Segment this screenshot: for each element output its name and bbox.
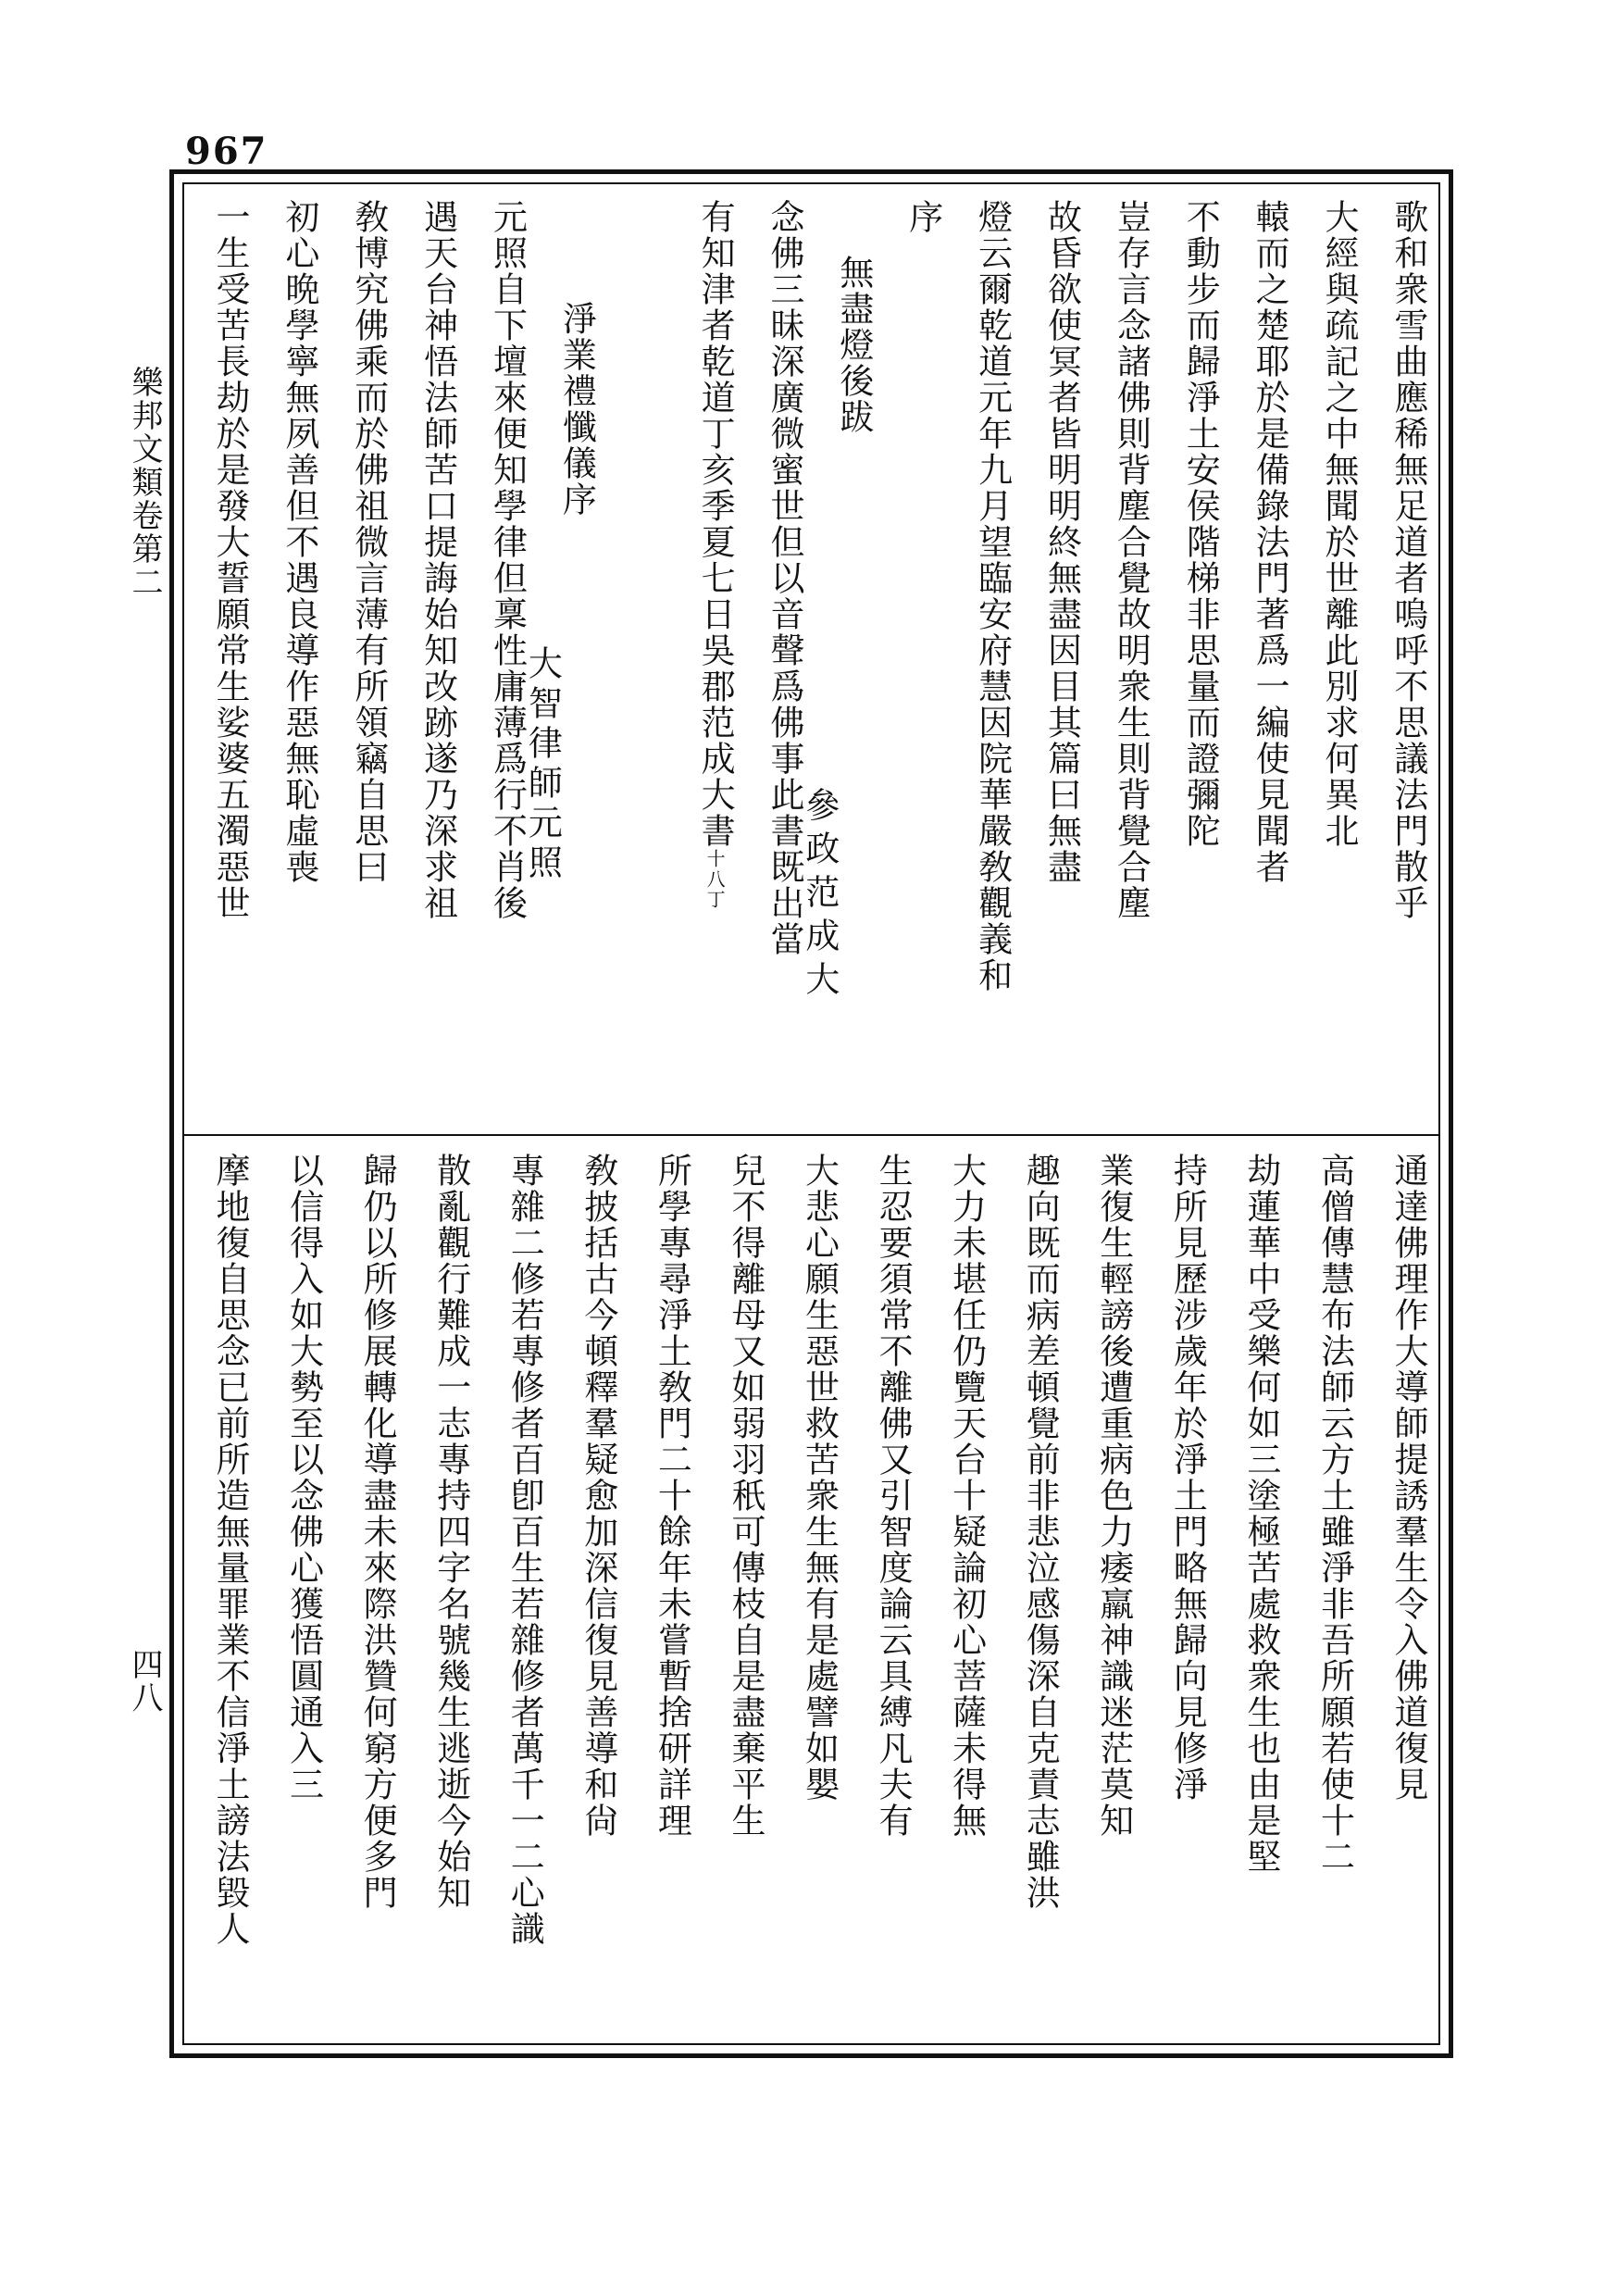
text-column: 大經與疏記之中無聞於世離此別求何異北: [1319, 199, 1359, 849]
text-column: 轅而之楚耶於是備錄法門著爲一編使見聞者: [1250, 199, 1290, 885]
preface-text: 元照自下壇來便知學律但稟性庸薄爲行不肖後: [487, 199, 528, 921]
preface-text: 遇天台神悟法師苦口提誨始知改跡遂乃深求祖: [417, 199, 458, 921]
preface-text: 一生受苦長劫於是發大誓願常生娑婆五濁惡世: [210, 199, 250, 921]
text-column: 生忍要須常不離佛又引智度論云具縛凡夫有: [873, 1153, 914, 1839]
text-column: 豈存言念諸佛則背塵合覺故明衆生則背覺合塵: [1111, 199, 1151, 921]
afterword-heading: [799, 199, 874, 1116]
text-column: 燈云爾乾道元年九月望臨安府慧因院華嚴敎觀義和: [972, 199, 1013, 993]
text-column: 歌和衆雪曲應稀無足道者嗚呼不思議法門散乎: [1388, 199, 1428, 921]
preface-text: 敎博究佛乘而於佛祖微言薄有所領竊自思曰: [348, 199, 389, 885]
text-column: 持所見歷涉歲年於淨土門略無歸向見修淨: [1167, 1153, 1208, 1803]
text-column: 所學專尋淨土敎門二十餘年未嘗暫捨研詳理: [652, 1153, 692, 1839]
text-column: 大悲心願生惡世救苦衆生無有是處譬如嬰: [799, 1153, 840, 1803]
text-column: 趣向既而病差頓覺前非悲泣感傷深自克責志雖洪: [1020, 1153, 1061, 1911]
text-column: 以信得入如大勢至以念佛心獲悟圓通入三: [283, 1153, 324, 1803]
text-column: 不動步而歸淨土安侯階梯非思量而證彌陀: [1180, 199, 1221, 849]
top-panel: [199, 199, 1428, 1116]
text-column: 序: [902, 199, 943, 235]
text-column: 摩地復自思念已前所造無量罪業不信淨土謗法毀人: [210, 1153, 250, 1947]
text-column: 業復生輕謗後遭重病色力痿羸神識迷茫莫知: [1093, 1153, 1134, 1839]
bottom-panel: [199, 1153, 1428, 2023]
panel-divider: [182, 1134, 1440, 1136]
column-gap: [615, 199, 663, 1116]
text-column: 歸仍以所修展轉化導盡未來際洪贊何窮方便多門: [357, 1153, 398, 1911]
text-column: 故昏欲使冥者皆明明終無盡因目其篇曰無盡: [1041, 199, 1082, 885]
preface-text: 初心晩學寧無夙善但不遇良導作惡無恥虛喪: [279, 199, 319, 885]
afterword-title: 無盡燈後跋: [833, 255, 874, 435]
folio-number: 四八: [126, 1648, 163, 1715]
preface-title: 淨業禮懺儀序: [556, 301, 597, 518]
preface-author: 大智律師元照: [522, 645, 563, 884]
running-title: 樂邦文類卷第二: [126, 366, 163, 599]
text-column: 高僧傳慧布法師云方土雖淨非吾所願若使十二: [1314, 1153, 1355, 1875]
afterword-text: 有知津者乾道丁亥季夏七日吳郡范成大書十八丁: [695, 199, 736, 910]
text-column: 專雜二修若專修者百卽百生若雜修者萬千一二心識: [504, 1153, 545, 1947]
text-column: 兒不得離母又如弱羽秖可傳枝自是盡棄平生: [725, 1153, 765, 1839]
afterword-author: 參政范成大: [799, 787, 840, 1004]
preface-heading: [522, 199, 597, 1116]
marginal-note: 十八丁: [703, 849, 727, 910]
page-number: 967: [185, 130, 268, 173]
text-column: 通達佛理作大導師提誘羣生令入佛道復見: [1388, 1153, 1428, 1803]
text-column: 敎披括古今頓釋羣疑愈加深信復見善導和尙: [578, 1153, 618, 1839]
afterword-text: 念佛三昧深廣微蜜世但以音聲爲佛事此書既出當: [765, 199, 804, 957]
text-column: 大力未堪任仍覽天台十疑論初心菩薩未得無: [946, 1153, 987, 1839]
text-column: 劫蓮華中受樂何如三塗極苦處救衆生也由是堅: [1240, 1153, 1281, 1875]
text-column: 散亂觀行難成一志專持四字名號幾生逃逝今始知: [430, 1153, 471, 1911]
